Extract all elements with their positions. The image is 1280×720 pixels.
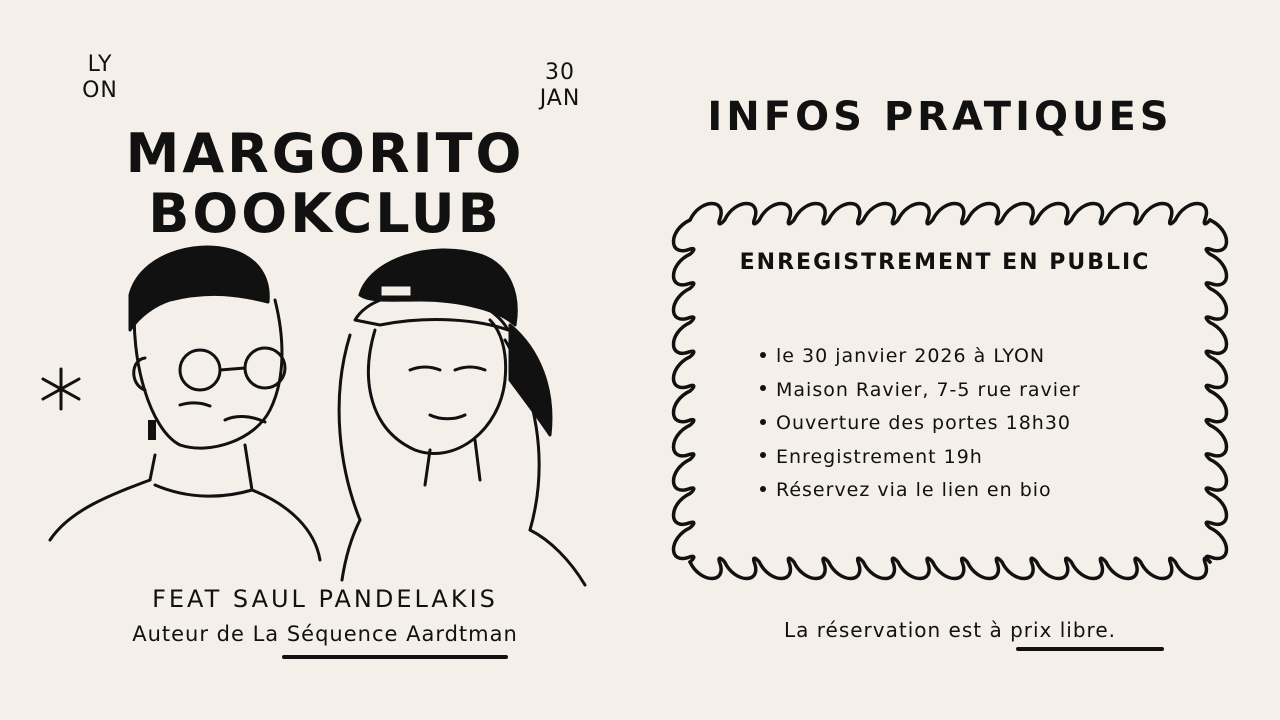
footer-note: La réservation est à prix libre. [783,618,1116,642]
title-line-1: MARGORITO [125,122,525,185]
title-line-2: BOOKCLUB [148,182,502,245]
frame-edge [690,204,1210,224]
author-line: Auteur de La Séquence Aardtman [132,622,518,646]
bullet-icon [760,385,766,391]
footer-underline [1016,647,1164,651]
list-item: Ouverture des portes 18h30 [760,407,1081,441]
bullet-icon [760,419,766,425]
info-heading: INFOS PRATIQUES [707,94,1173,140]
woman-portrait [339,293,585,585]
frame-edge [690,558,1210,578]
man-portrait [50,300,320,560]
bullet-icon [760,452,766,458]
city-line-2: ON [82,78,118,103]
bullet-icon [760,352,766,358]
list-item: Maison Ravier, 7-5 rue ravier [760,374,1081,408]
date-day: 30 [545,60,575,85]
frame-edge [1206,220,1226,562]
city-line-1: LY [87,52,113,77]
feat-line: FEAT SAUL PANDELAKIS [152,585,498,613]
list-item: Enregistrement 19h [760,441,1081,475]
date-label [520,60,600,112]
list-item: le 30 janvier 2026 à LYON [760,340,1081,374]
portrait-illustration [30,240,610,590]
bullet-icon [760,486,766,492]
city-label [70,52,130,104]
list-item: Réservez via le lien en bio [760,474,1081,508]
box-heading: ENREGISTREMENT EN PUBLIC [739,250,1151,275]
author-underline [282,655,508,659]
woman-cap [360,250,551,435]
date-month: JAN [539,86,581,111]
poster-title [100,124,550,244]
info-list [760,340,1081,508]
star-doodle [43,369,79,409]
